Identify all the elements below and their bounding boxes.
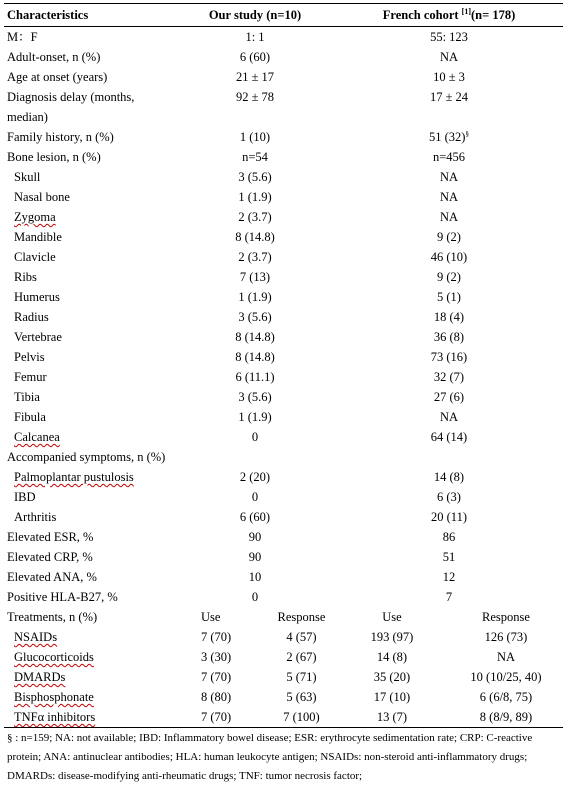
our-study-value: 7 (13) [239,270,271,284]
table-row [4,367,563,387]
our-study-value: 1 (1.9) [238,290,272,304]
use-value: 3 (30) [201,650,232,664]
table-row [4,147,563,167]
our-study-treatment [175,707,335,728]
our-study-value: 3 (5.6) [238,170,272,184]
header-characteristics: Characteristics [4,4,175,27]
table-row [4,567,563,587]
treatment-label: Glucocorticoids [14,650,94,664]
row-label: IBD [14,490,36,504]
table-row [4,427,563,447]
our-study-value: 8 (14.8) [235,230,275,244]
table-row [4,127,563,147]
french-cohort-value: 64 (14) [430,430,468,444]
table-row [4,307,563,327]
row-label: M：F [7,30,38,44]
table-row [4,67,563,87]
row-label: Elevated CRP, % [7,550,93,564]
french-cohort-value: NA [439,210,459,224]
french-cohort-value: 51 [442,550,456,564]
treatment-label: NSAIDs [14,630,58,644]
our-study-value: 0 [251,430,259,444]
our-study-value: 6 (11.1) [235,370,275,384]
french-cohort-treatment [335,647,563,667]
row-label: Pelvis [14,350,45,364]
table-row [4,227,563,247]
treatment-row [4,687,563,707]
french-cohort-value: 20 (11) [431,510,467,524]
row-label: Clavicle [14,250,56,264]
treatments-label: Treatments, n (%) [7,610,98,624]
french-cohort-value: 17 ± 24 [429,90,469,104]
table-row [4,527,563,547]
our-study-value: 21 ± 17 [235,70,275,84]
our-study-treatment [175,667,335,687]
table-row [4,167,563,187]
row-label: Bone lesion, n (%) [7,150,101,164]
our-study-value: 10 [248,570,262,584]
treatments-header-row [4,607,563,627]
response-value: 126 (73) [484,630,528,644]
table-row [4,47,563,67]
our-study-value: 0 [251,490,259,504]
french-cohort-value: n=456 [432,150,466,164]
response-value: 7 (100) [283,710,320,724]
use-value: 7 (70) [201,630,232,644]
row-label: Adult-onset, n (%) [7,50,101,64]
table-row [4,387,563,407]
treatment-label: TNFα inhibitors [4,707,175,728]
table-row [4,287,563,307]
header-french-cohort: French cohort [1](n= 178) [335,4,563,27]
row-label: Tibia [14,390,40,404]
our-study-value [175,447,335,467]
row-label: Humerus [14,290,60,304]
treatment-row [4,707,563,728]
french-cohort-value: NA [439,170,459,184]
our-study-value: n=54 [242,150,268,164]
row-label: Nasal bone [14,190,70,204]
row-label: Radius [14,310,49,324]
our-study-value: 6 (60) [239,50,271,64]
french-cohort-value: 73 (16) [430,350,468,364]
treatment-row [4,627,563,647]
row-label: Fibula [14,410,46,424]
table-row [4,547,563,567]
use-value: 35 (20) [373,670,411,684]
table-body [4,27,563,728]
row-label: Skull [14,170,41,184]
french-cohort-value: 86 [442,530,456,544]
french-cohort-treatment [335,667,563,687]
our-study-value: 2 (3.7) [238,250,272,264]
row-label: Age at onset (years) [7,70,108,84]
table-row [4,407,563,427]
french-cohort-value: 46 (10) [430,250,468,264]
row-label: Elevated ANA, % [7,570,97,584]
french-cohort-value [335,447,563,467]
use-value: 7 (70) [201,670,232,684]
row-label: Femur [14,370,47,384]
footnote: § : n=159; NA: not available; IBD: Inflammatory bowel disease; ESR: erythrocyte sedimentation rate; CRP: C-reactive protein; ANA: antinuclear antibodies; HLA: human leukocyte antigen; NSAIDs: non-steroid anti-inflammatory drugs; DMARDs: disease-modifying anti-rheumatic drugs; TNF: tumor necrosis factor; [7,732,533,782]
our-study-value: 1 (10) [239,130,271,144]
french-cohort-value: NA [439,190,459,204]
french-cohort-value: 14 (8) [433,470,465,484]
french-cohort-value: 51 (32)§ [429,129,469,144]
french-cohort-value: 18 (4) [433,310,465,324]
french-cohort-value: 27 (6) [433,390,465,404]
our-study-value: 2 (20) [239,470,271,484]
response-value: 4 (57) [286,630,317,644]
french-cohort-value: 9 (2) [437,270,461,284]
our-study-value: 3 (5.6) [238,390,272,404]
row-label: Arthritis [14,510,57,524]
use-value: 17 (10) [373,690,411,704]
table-row [4,267,563,287]
french-cohort-subheaders [335,607,563,627]
row-label: Mandible [14,230,62,244]
use-value: 13 (7) [376,710,408,724]
header-row [4,4,563,27]
response-value: 2 (67) [286,650,317,664]
footnote-marker: § [465,129,469,138]
use-value: 7 (70) [201,710,232,724]
french-cohort-value: 10 ± 3 [433,70,465,84]
table-row [4,467,563,487]
response-value: NA [496,650,516,664]
french-cohort-value: 32 (7) [433,370,465,384]
table-row [4,87,563,127]
use-value: 14 (8) [376,650,408,664]
our-study-value: 92 ± 78 [235,90,275,104]
row-label: Zygoma [14,210,56,224]
row-label: Ribs [14,270,37,284]
our-study-value: 90 [248,530,262,544]
use-value: 193 (97) [370,630,414,644]
our-study-treatment [175,647,335,667]
our-study-value: 2 (3.7) [238,210,272,224]
row-label: Accompanied symptoms, n (%) [7,450,166,464]
our-study-subheaders [175,607,335,627]
table-row [4,587,563,607]
table-row [4,207,563,227]
table-row [4,447,563,467]
our-study-value: 1 (1.9) [238,190,272,204]
french-cohort-value: 36 (8) [433,330,465,344]
table-row [4,247,563,267]
row-label: Positive HLA-B27, % [7,590,118,604]
french-cohort-value: 12 [442,570,456,584]
row-label: Calcanea [14,430,60,444]
french-cohort-value: 6 (3) [437,490,461,504]
response-value: 8 (8/9, 89) [479,710,533,724]
french-cohort-value: 55: 123 [430,30,468,44]
response-value: 5 (63) [286,690,317,704]
our-study-value: 1 (1.9) [238,410,272,424]
treatment-label: DMARDs [14,670,66,684]
row-label: Diagnosis delay (months, median) [7,90,135,124]
table-row [4,507,563,527]
table-row [4,347,563,367]
subheader-use: Use [201,610,221,624]
subheader-response: Response [482,610,530,624]
french-cohort-treatment [335,707,563,728]
treatment-label: Bisphosphonate [14,690,94,704]
our-study-treatment [175,687,335,707]
french-cohort-value: 5 (1) [437,290,461,304]
response-value: 6 (6/8, 75) [479,690,533,704]
subheader-response: Response [277,610,326,624]
row-label: Elevated ESR, % [7,530,94,544]
our-study-value: 0 [251,590,259,604]
french-cohort-value: 9 (2) [437,230,461,244]
our-study-value: 1: 1 [245,30,265,44]
response-value: 5 (71) [286,670,317,684]
use-value: 8 (80) [201,690,232,704]
our-study-value: 3 (5.6) [238,310,272,324]
comparison-table-container [4,0,560,786]
treatment-row [4,647,563,667]
french-cohort-treatment [335,627,563,647]
table-row [4,487,563,507]
our-study-treatment [175,627,335,647]
table-row [4,187,563,207]
our-study-value: 6 (60) [239,510,271,524]
our-study-value: 8 (14.8) [235,330,275,344]
french-cohort-value: NA [439,50,459,64]
table-row [4,27,563,48]
french-cohort-value: 7 [445,590,453,604]
treatment-row [4,667,563,687]
header-our-study: Our study (n=10) [175,4,335,27]
row-label: Family history, n (%) [7,130,114,144]
french-cohort-value: NA [439,410,459,424]
comparison-table [4,3,563,728]
our-study-value: 8 (14.8) [235,350,275,364]
table-row [4,327,563,347]
row-label: Vertebrae [14,330,62,344]
response-value: 10 (10/25, 40) [470,670,542,684]
row-label: Palmoplantar pustulosis [14,470,134,484]
subheader-use: Use [382,610,402,624]
our-study-value: 90 [248,550,262,564]
french-cohort-treatment [335,687,563,707]
